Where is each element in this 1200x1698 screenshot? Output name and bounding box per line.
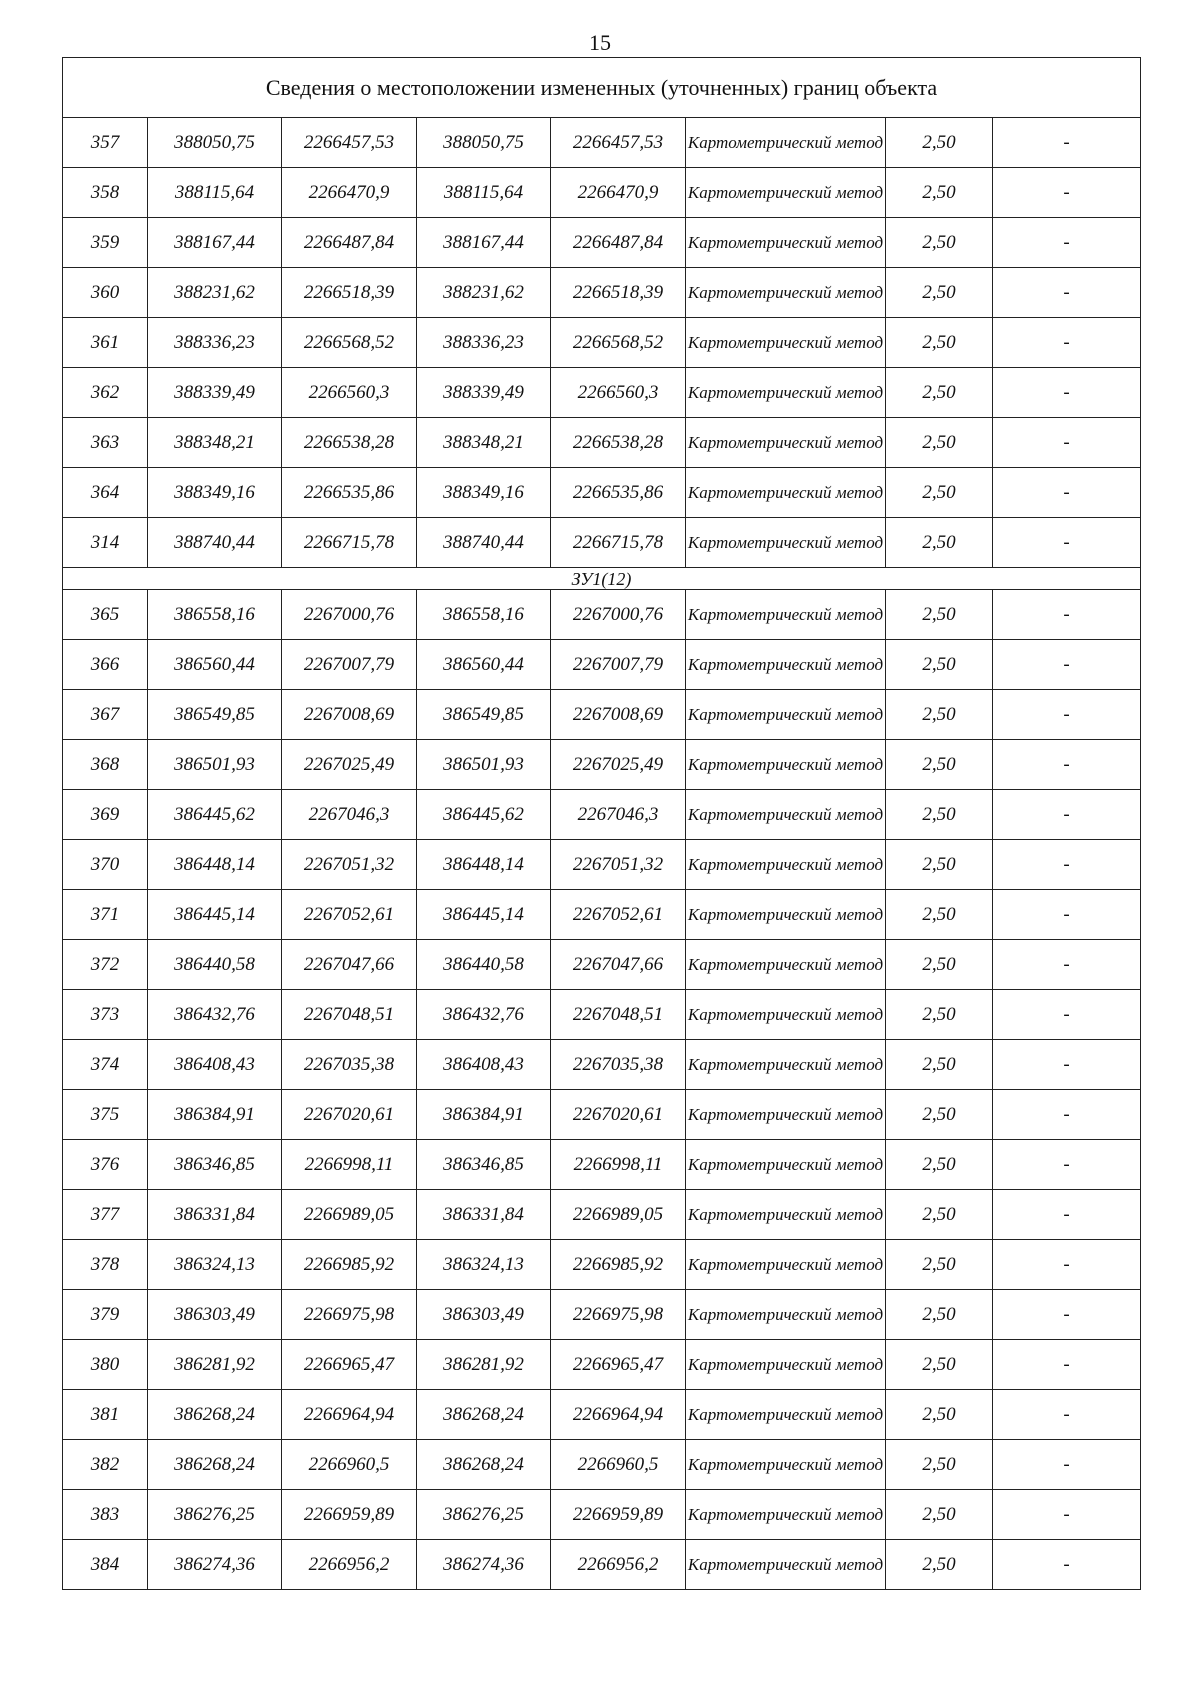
note-cell: - [993,1390,1141,1440]
note-cell: - [993,990,1141,1040]
x-coordinate-existing-cell: 388339,49 [148,368,282,418]
accuracy-cell: 2,50 [886,590,993,640]
table-row [63,1540,1141,1590]
x-coordinate-existing-cell: 388348,21 [148,418,282,468]
accuracy-cell: 2,50 [886,1240,993,1290]
y-coordinate-refined-cell: 2267046,3 [551,790,686,840]
y-coordinate-existing-cell: 2266965,47 [282,1340,417,1390]
y-coordinate-existing-cell: 2266959,89 [282,1490,417,1540]
table-row [63,940,1141,990]
x-coordinate-existing-cell: 386440,58 [148,940,282,990]
y-coordinate-refined-cell: 2266998,11 [551,1140,686,1190]
table-row [63,1340,1141,1390]
point-number-cell: 371 [63,890,148,940]
note-cell: - [993,740,1141,790]
note-cell: - [993,168,1141,218]
determination-method-cell: Картометрический метод [686,518,886,568]
y-coordinate-existing-cell: 2266538,28 [282,418,417,468]
y-coordinate-existing-cell: 2267020,61 [282,1090,417,1140]
point-number-cell: 375 [63,1090,148,1140]
note-cell: - [993,1040,1141,1090]
y-coordinate-existing-cell: 2267052,61 [282,890,417,940]
y-coordinate-existing-cell: 2266956,2 [282,1540,417,1590]
table-row [63,268,1141,318]
x-coordinate-existing-cell: 386268,24 [148,1440,282,1490]
x-coordinate-existing-cell: 388115,64 [148,168,282,218]
y-coordinate-existing-cell: 2267035,38 [282,1040,417,1090]
y-coordinate-refined-cell: 2266538,28 [551,418,686,468]
x-coordinate-refined-cell: 388349,16 [417,468,551,518]
point-number-cell: 370 [63,840,148,890]
x-coordinate-refined-cell: 386549,85 [417,690,551,740]
determination-method-cell: Картометрический метод [686,1290,886,1340]
y-coordinate-existing-cell: 2267000,76 [282,590,417,640]
y-coordinate-refined-cell: 2266964,94 [551,1390,686,1440]
table-row [63,1190,1141,1240]
y-coordinate-existing-cell: 2267046,3 [282,790,417,840]
accuracy-cell: 2,50 [886,118,993,168]
determination-method-cell: Картометрический метод [686,790,886,840]
determination-method-cell: Картометрический метод [686,1190,886,1240]
accuracy-cell: 2,50 [886,990,993,1040]
accuracy-cell: 2,50 [886,840,993,890]
accuracy-cell: 2,50 [886,1390,993,1440]
y-coordinate-refined-cell: 2266715,78 [551,518,686,568]
x-coordinate-existing-cell: 388349,16 [148,468,282,518]
table-row [63,1390,1141,1440]
point-number-cell: 381 [63,1390,148,1440]
x-coordinate-refined-cell: 386558,16 [417,590,551,640]
table-row [63,890,1141,940]
point-number-cell: 360 [63,268,148,318]
y-coordinate-refined-cell: 2266535,86 [551,468,686,518]
accuracy-cell: 2,50 [886,1290,993,1340]
note-cell: - [993,590,1141,640]
determination-method-cell: Картометрический метод [686,268,886,318]
x-coordinate-existing-cell: 386303,49 [148,1290,282,1340]
y-coordinate-refined-cell: 2266560,3 [551,368,686,418]
y-coordinate-existing-cell: 2266998,11 [282,1140,417,1190]
x-coordinate-existing-cell: 386268,24 [148,1390,282,1440]
note-cell: - [993,268,1141,318]
table-row [63,518,1141,568]
y-coordinate-refined-cell: 2266975,98 [551,1290,686,1340]
table-row [63,468,1141,518]
x-coordinate-existing-cell: 386281,92 [148,1340,282,1390]
page-number: 15 [589,30,611,55]
determination-method-cell: Картометрический метод [686,318,886,368]
accuracy-cell: 2,50 [886,1090,993,1140]
x-coordinate-refined-cell: 386440,58 [417,940,551,990]
point-number-cell: 379 [63,1290,148,1340]
note-cell: - [993,518,1141,568]
y-coordinate-refined-cell: 2266989,05 [551,1190,686,1240]
accuracy-cell: 2,50 [886,790,993,840]
x-coordinate-existing-cell: 388336,23 [148,318,282,368]
x-coordinate-refined-cell: 386268,24 [417,1440,551,1490]
table-row [63,1040,1141,1090]
point-number-cell: 368 [63,740,148,790]
x-coordinate-existing-cell: 386558,16 [148,590,282,640]
determination-method-cell: Картометрический метод [686,218,886,268]
note-cell: - [993,218,1141,268]
y-coordinate-existing-cell: 2266964,94 [282,1390,417,1440]
table-row [63,1140,1141,1190]
point-number-cell: 366 [63,640,148,690]
determination-method-cell: Картометрический метод [686,1240,886,1290]
x-coordinate-refined-cell: 388740,44 [417,518,551,568]
table-row [63,1490,1141,1540]
y-coordinate-refined-cell: 2266568,52 [551,318,686,368]
determination-method-cell: Картометрический метод [686,740,886,790]
note-cell: - [993,1140,1141,1190]
accuracy-cell: 2,50 [886,940,993,990]
determination-method-cell: Картометрический метод [686,690,886,740]
determination-method-cell: Картометрический метод [686,890,886,940]
x-coordinate-refined-cell: 388050,75 [417,118,551,168]
y-coordinate-existing-cell: 2267051,32 [282,840,417,890]
x-coordinate-existing-cell: 388167,44 [148,218,282,268]
determination-method-cell: Картометрический метод [686,1490,886,1540]
determination-method-cell: Картометрический метод [686,590,886,640]
x-coordinate-refined-cell: 388348,21 [417,418,551,468]
accuracy-cell: 2,50 [886,268,993,318]
x-coordinate-refined-cell: 386274,36 [417,1540,551,1590]
determination-method-cell: Картометрический метод [686,468,886,518]
y-coordinate-existing-cell: 2267048,51 [282,990,417,1040]
table-row [63,168,1141,218]
x-coordinate-refined-cell: 388336,23 [417,318,551,368]
table-row [63,1090,1141,1140]
determination-method-cell: Картометрический метод [686,168,886,218]
note-cell: - [993,790,1141,840]
y-coordinate-refined-cell: 2267025,49 [551,740,686,790]
x-coordinate-existing-cell: 386549,85 [148,690,282,740]
note-cell: - [993,1190,1141,1240]
table-row [63,690,1141,740]
y-coordinate-refined-cell: 2266956,2 [551,1540,686,1590]
table-row [63,318,1141,368]
x-coordinate-existing-cell: 388740,44 [148,518,282,568]
note-cell: - [993,690,1141,740]
y-coordinate-refined-cell: 2267035,38 [551,1040,686,1090]
accuracy-cell: 2,50 [886,740,993,790]
coordinates-table [62,57,1141,1590]
determination-method-cell: Картометрический метод [686,1540,886,1590]
table-row [63,1240,1141,1290]
y-coordinate-refined-cell: 2266518,39 [551,268,686,318]
point-number-cell: 367 [63,690,148,740]
point-number-cell: 383 [63,1490,148,1540]
note-cell: - [993,940,1141,990]
y-coordinate-existing-cell: 2266960,5 [282,1440,417,1490]
y-coordinate-refined-cell: 2266985,92 [551,1240,686,1290]
point-number-cell: 369 [63,790,148,840]
table-row [63,1290,1141,1340]
determination-method-cell: Картометрический метод [686,1440,886,1490]
x-coordinate-refined-cell: 388339,49 [417,368,551,418]
y-coordinate-existing-cell: 2266989,05 [282,1190,417,1240]
x-coordinate-existing-cell: 386331,84 [148,1190,282,1240]
accuracy-cell: 2,50 [886,318,993,368]
x-coordinate-refined-cell: 386268,24 [417,1390,551,1440]
table-row [63,368,1141,418]
note-cell: - [993,890,1141,940]
note-cell: - [993,418,1141,468]
accuracy-cell: 2,50 [886,368,993,418]
note-cell: - [993,368,1141,418]
y-coordinate-refined-cell: 2266487,84 [551,218,686,268]
determination-method-cell: Картометрический метод [686,368,886,418]
x-coordinate-refined-cell: 388115,64 [417,168,551,218]
x-coordinate-refined-cell: 386331,84 [417,1190,551,1240]
y-coordinate-refined-cell: 2266457,53 [551,118,686,168]
accuracy-cell: 2,50 [886,890,993,940]
y-coordinate-refined-cell: 2267008,69 [551,690,686,740]
table-row [63,740,1141,790]
accuracy-cell: 2,50 [886,690,993,740]
point-number-cell: 372 [63,940,148,990]
x-coordinate-refined-cell: 386346,85 [417,1140,551,1190]
determination-method-cell: Картометрический метод [686,1340,886,1390]
table-row [63,418,1141,468]
y-coordinate-refined-cell: 2266959,89 [551,1490,686,1540]
table-title-row [63,58,1141,118]
point-number-cell: 376 [63,1140,148,1190]
section-label: ЗУ1(12) [63,568,1141,590]
section-header-row [63,568,1141,590]
table-row [63,840,1141,890]
y-coordinate-refined-cell: 2266470,9 [551,168,686,218]
note-cell: - [993,1440,1141,1490]
table-row [63,218,1141,268]
table-title: Сведения о местоположении измененных (уточненных) границ объекта [63,58,1141,118]
y-coordinate-refined-cell: 2266965,47 [551,1340,686,1390]
y-coordinate-existing-cell: 2267007,79 [282,640,417,690]
point-number-cell: 358 [63,168,148,218]
note-cell: - [993,1240,1141,1290]
y-coordinate-existing-cell: 2266487,84 [282,218,417,268]
y-coordinate-existing-cell: 2266975,98 [282,1290,417,1340]
table-row [63,1440,1141,1490]
determination-method-cell: Картометрический метод [686,118,886,168]
y-coordinate-existing-cell: 2267025,49 [282,740,417,790]
x-coordinate-existing-cell: 388050,75 [148,118,282,168]
accuracy-cell: 2,50 [886,1140,993,1190]
x-coordinate-existing-cell: 386408,43 [148,1040,282,1090]
determination-method-cell: Картометрический метод [686,990,886,1040]
table-row [63,990,1141,1040]
determination-method-cell: Картометрический метод [686,1090,886,1140]
point-number-cell: 373 [63,990,148,1040]
accuracy-cell: 2,50 [886,1490,993,1540]
point-number-cell: 364 [63,468,148,518]
accuracy-cell: 2,50 [886,640,993,690]
table-row [63,118,1141,168]
y-coordinate-refined-cell: 2267052,61 [551,890,686,940]
y-coordinate-existing-cell: 2266568,52 [282,318,417,368]
point-number-cell: 359 [63,218,148,268]
x-coordinate-existing-cell: 386276,25 [148,1490,282,1540]
point-number-cell: 377 [63,1190,148,1240]
x-coordinate-refined-cell: 386324,13 [417,1240,551,1290]
y-coordinate-existing-cell: 2266560,3 [282,368,417,418]
determination-method-cell: Картометрический метод [686,1390,886,1440]
accuracy-cell: 2,50 [886,1040,993,1090]
point-number-cell: 362 [63,368,148,418]
accuracy-cell: 2,50 [886,168,993,218]
accuracy-cell: 2,50 [886,1440,993,1490]
note-cell: - [993,840,1141,890]
x-coordinate-refined-cell: 386445,14 [417,890,551,940]
x-coordinate-existing-cell: 386324,13 [148,1240,282,1290]
accuracy-cell: 2,50 [886,1190,993,1240]
x-coordinate-existing-cell: 386445,14 [148,890,282,940]
x-coordinate-existing-cell: 388231,62 [148,268,282,318]
determination-method-cell: Картометрический метод [686,1040,886,1090]
note-cell: - [993,468,1141,518]
point-number-cell: 314 [63,518,148,568]
x-coordinate-refined-cell: 386276,25 [417,1490,551,1540]
y-coordinate-refined-cell: 2267007,79 [551,640,686,690]
accuracy-cell: 2,50 [886,218,993,268]
point-number-cell: 384 [63,1540,148,1590]
x-coordinate-refined-cell: 386281,92 [417,1340,551,1390]
accuracy-cell: 2,50 [886,418,993,468]
note-cell: - [993,118,1141,168]
note-cell: - [993,1090,1141,1140]
x-coordinate-existing-cell: 386346,85 [148,1140,282,1190]
determination-method-cell: Картометрический метод [686,940,886,990]
note-cell: - [993,318,1141,368]
point-number-cell: 363 [63,418,148,468]
x-coordinate-existing-cell: 386274,36 [148,1540,282,1590]
point-number-cell: 361 [63,318,148,368]
x-coordinate-refined-cell: 388231,62 [417,268,551,318]
x-coordinate-existing-cell: 386560,44 [148,640,282,690]
determination-method-cell: Картометрический метод [686,840,886,890]
x-coordinate-refined-cell: 386501,93 [417,740,551,790]
determination-method-cell: Картометрический метод [686,1140,886,1190]
accuracy-cell: 2,50 [886,468,993,518]
note-cell: - [993,640,1141,690]
y-coordinate-existing-cell: 2266470,9 [282,168,417,218]
y-coordinate-existing-cell: 2266535,86 [282,468,417,518]
point-number-cell: 365 [63,590,148,640]
y-coordinate-refined-cell: 2267047,66 [551,940,686,990]
x-coordinate-refined-cell: 386384,91 [417,1090,551,1140]
y-coordinate-refined-cell: 2267048,51 [551,990,686,1040]
y-coordinate-refined-cell: 2267020,61 [551,1090,686,1140]
note-cell: - [993,1540,1141,1590]
y-coordinate-existing-cell: 2267008,69 [282,690,417,740]
y-coordinate-refined-cell: 2267051,32 [551,840,686,890]
y-coordinate-refined-cell: 2266960,5 [551,1440,686,1490]
point-number-cell: 380 [63,1340,148,1390]
x-coordinate-refined-cell: 388167,44 [417,218,551,268]
y-coordinate-existing-cell: 2266518,39 [282,268,417,318]
x-coordinate-existing-cell: 386448,14 [148,840,282,890]
point-number-cell: 382 [63,1440,148,1490]
x-coordinate-refined-cell: 386445,62 [417,790,551,840]
note-cell: - [993,1290,1141,1340]
x-coordinate-existing-cell: 386432,76 [148,990,282,1040]
y-coordinate-existing-cell: 2267047,66 [282,940,417,990]
note-cell: - [993,1490,1141,1540]
x-coordinate-refined-cell: 386560,44 [417,640,551,690]
point-number-cell: 378 [63,1240,148,1290]
accuracy-cell: 2,50 [886,1540,993,1590]
x-coordinate-refined-cell: 386408,43 [417,1040,551,1090]
accuracy-cell: 2,50 [886,518,993,568]
table-row [63,790,1141,840]
x-coordinate-existing-cell: 386445,62 [148,790,282,840]
x-coordinate-existing-cell: 386501,93 [148,740,282,790]
point-number-cell: 374 [63,1040,148,1090]
y-coordinate-existing-cell: 2266715,78 [282,518,417,568]
accuracy-cell: 2,50 [886,1340,993,1390]
note-cell: - [993,1340,1141,1390]
x-coordinate-refined-cell: 386432,76 [417,990,551,1040]
y-coordinate-existing-cell: 2266985,92 [282,1240,417,1290]
table-row [63,590,1141,640]
y-coordinate-refined-cell: 2267000,76 [551,590,686,640]
point-number-cell: 357 [63,118,148,168]
determination-method-cell: Картометрический метод [686,640,886,690]
x-coordinate-refined-cell: 386448,14 [417,840,551,890]
table-row [63,640,1141,690]
y-coordinate-existing-cell: 2266457,53 [282,118,417,168]
determination-method-cell: Картометрический метод [686,418,886,468]
x-coordinate-existing-cell: 386384,91 [148,1090,282,1140]
x-coordinate-refined-cell: 386303,49 [417,1290,551,1340]
